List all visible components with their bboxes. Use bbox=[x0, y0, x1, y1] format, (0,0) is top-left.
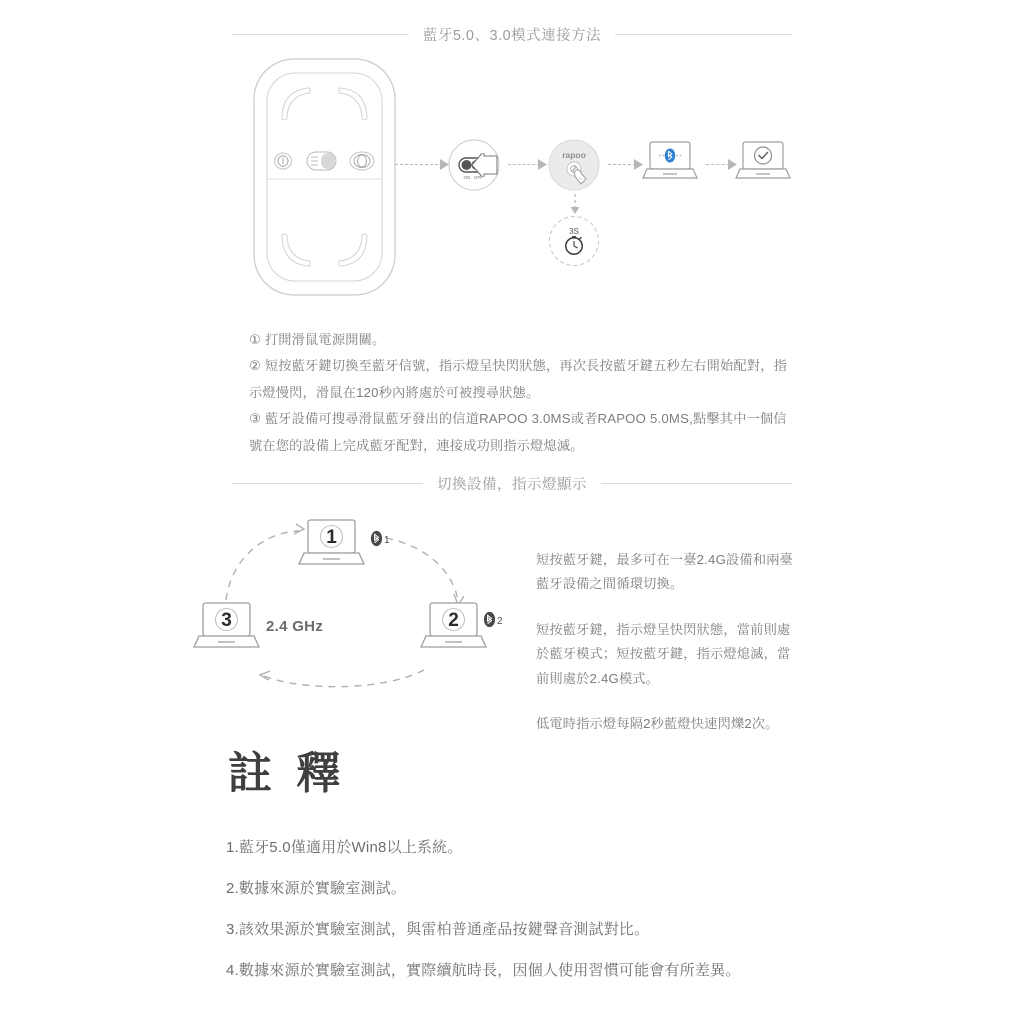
note-item-4: 4.數據來源於實驗室測試，實際續航時長，因個人使用習慣可能會有所差異。 bbox=[226, 962, 741, 979]
header-rule-left bbox=[232, 34, 409, 35]
mouse-led-indicator bbox=[275, 153, 292, 169]
note-item-2: 2.數據來源於實驗室測試。 bbox=[226, 880, 407, 897]
dash-connector-3 bbox=[608, 164, 636, 165]
section-title-pairing: 藍牙5.0、3.0模式連接方法 bbox=[422, 28, 602, 44]
switch-on-label: ON bbox=[463, 175, 471, 180]
header-rule-right-2 bbox=[601, 483, 792, 484]
section-header-pairing bbox=[232, 24, 792, 45]
switching-note-2: 短按藍牙鍵，指示燈呈快閃狀態，當前則處於藍牙模式；短按藍牙鍵，指示燈熄滅，當前則處於2.4G模式。 bbox=[536, 621, 791, 686]
mouse-power-switch bbox=[307, 152, 336, 170]
header-rule-left-2 bbox=[232, 483, 423, 484]
note-item-3: 3.該效果源於實驗室測試，與雷柏普通產品按鍵聲音測試對比。 bbox=[226, 921, 650, 938]
switch-off-label: OFF bbox=[474, 175, 483, 180]
laptop-success-step bbox=[735, 140, 791, 187]
push-arrow-icon bbox=[470, 153, 500, 177]
mouse-sensor bbox=[350, 152, 374, 170]
switching-notes bbox=[536, 548, 798, 737]
bluetooth-badge-subscript-1: 1 bbox=[384, 535, 390, 546]
bluetooth-icon bbox=[370, 530, 383, 547]
bluetooth-badge-2 bbox=[483, 611, 503, 628]
hold-timer-step bbox=[548, 215, 600, 272]
section-title-switching: 切換設備，指示燈顯示 bbox=[437, 477, 587, 493]
ghz-label: 2.4 GHz bbox=[266, 618, 324, 635]
bluetooth-icon bbox=[483, 611, 496, 628]
device-number-3: 3 bbox=[221, 610, 232, 631]
notes-heading: 註 釋 bbox=[228, 749, 347, 798]
rapoo-logo-text: rapoo bbox=[562, 150, 586, 160]
switching-note-3: 低電時指示燈每隔2秒藍燈快速閃爍2次。 bbox=[536, 716, 779, 732]
instruction-1: ① 打開滑鼠電源開關。 bbox=[249, 332, 386, 347]
instruction-2: ② 短按藍牙鍵切換至藍牙信號，指示燈呈快閃狀態，再次長按藍牙鍵五秒左右開始配對，指示燈慢閃，滑鼠在120秒內將處於可被搜尋狀態。 bbox=[249, 358, 787, 400]
dash-connector-1 bbox=[395, 164, 443, 165]
timer-label: 3S bbox=[569, 227, 579, 236]
notes-list bbox=[226, 840, 826, 978]
pairing-instructions bbox=[249, 327, 789, 459]
bluetooth-badge-subscript-2: 2 bbox=[497, 616, 503, 627]
dash-connector-2 bbox=[508, 164, 540, 165]
bluetooth-badge-1 bbox=[370, 530, 390, 547]
instruction-3: ③ 藍牙設備可搜尋滑鼠藍牙發出的信道RAPOO 3.0MS或者RAPOO 5.0MS,點擊其中一個信號在您的設備上完成藍牙配對，連接成功則指示燈熄滅。 bbox=[249, 411, 787, 453]
arrow-head-2 bbox=[538, 159, 548, 170]
mouse-bottom-illustration bbox=[252, 57, 397, 302]
header-rule-right bbox=[615, 34, 792, 35]
switching-note-1: 短按藍牙鍵，最多可在一臺2.4G設備和兩臺藍牙設備之間循環切換。 bbox=[536, 552, 793, 592]
note-item-1: 1.藍牙5.0僅適用於Win8以上系統。 bbox=[226, 839, 463, 856]
dash-connector-4 bbox=[706, 164, 730, 165]
device-number-2: 2 bbox=[448, 610, 459, 631]
laptop-bluetooth-step bbox=[642, 140, 698, 187]
rapoo-button-step bbox=[548, 139, 600, 196]
dash-connector-down bbox=[569, 194, 581, 216]
device-cycle-diagram bbox=[186, 508, 516, 703]
device-number-1: 1 bbox=[326, 527, 337, 548]
section-header-switching bbox=[232, 473, 792, 494]
